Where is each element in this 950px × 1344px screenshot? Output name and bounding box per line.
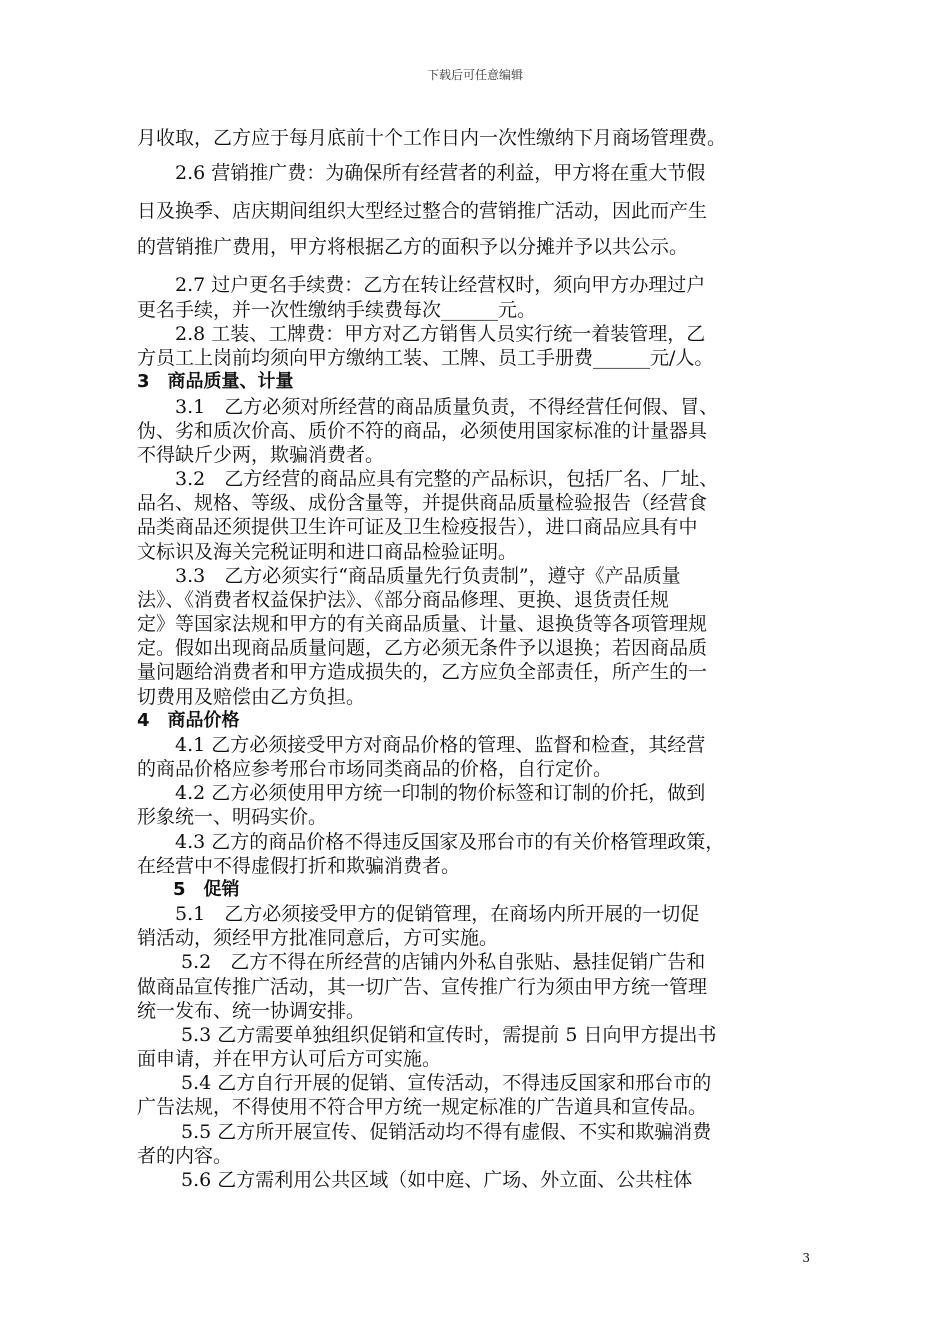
text-line: 2.6 营销推广费：为确保所有经营者的利益，甲方将在重大节假 xyxy=(137,162,706,184)
text-line: 月收取，乙方应于每月底前十个工作日内一次性缴纳下月商场管理费。 xyxy=(137,127,727,149)
text-line: 3.1 乙方必须对所经营的商品质量负责，不得经营任何假、冒、 xyxy=(137,396,719,418)
text-line: 切费用及赔偿由乙方负担。 xyxy=(137,686,366,708)
text-line: 做商品宣传推广活动，其一切广告、宣传推广行为须由甲方统一管理 xyxy=(137,976,708,998)
text-line: 日及换季、店庆期间组织大型经过整合的营销推广活动，因此而产生 xyxy=(137,200,708,222)
text-line: 面申请，并在甲方认可后方可实施。 xyxy=(137,1048,442,1070)
section-heading: 3 商品质量、计量 xyxy=(137,371,294,392)
text-line: 品类商品还须提供卫生许可证及卫生检疫报告），进口商品应具有中 xyxy=(137,516,698,538)
section-heading: 4 商品价格 xyxy=(137,710,240,731)
text-line: 统一发布、统一协调安排。 xyxy=(137,1000,366,1022)
text-line: 者的内容。 xyxy=(137,1145,233,1167)
text-line: 4.2 乙方必须使用甲方统一印制的物价标签和订制的价托，做到 xyxy=(137,782,706,804)
section-heading: 5 促销 xyxy=(137,879,240,900)
text-line: 定。假如出现商品质量问题，乙方必须无条件予以退换；若因商品质 xyxy=(137,637,708,659)
text-line: 文标识及海关完税证明和进口商品检验证明。 xyxy=(137,541,518,563)
text-line: 4.3 乙方的商品价格不得违反国家及邢台市的有关价格管理政策， xyxy=(137,831,725,853)
text-line: 在经营中不得虚假打折和欺骗消费者。 xyxy=(137,855,461,877)
text-line: 5.6 乙方需利用公共区域（如中庭、广场、外立面、公共柱体 xyxy=(137,1169,693,1191)
text-line: 方员工上岗前均须向甲方缴纳工装、工牌、员工手册费______元/人。 xyxy=(137,347,714,369)
text-line: 法》、《消费者权益保护法》、《部分商品修理、更换、退货责任规 xyxy=(137,589,670,611)
page-number: 3 xyxy=(802,1251,810,1265)
text-line: 更名手续，并一次性缴纳手续费每次______元。 xyxy=(137,299,537,321)
text-line: 伪、劣和质次价高、质价不符的商品，必须使用国家标准的计量器具 xyxy=(137,420,708,442)
text-line: 的营销推广费用，甲方将根据乙方的面积予以分摊并予以共公示。 xyxy=(137,236,689,258)
text-line: 5.4 乙方自行开展的促销、宣传活动，不得违反国家和邢台市的 xyxy=(137,1072,712,1094)
text-line: 的商品价格应参考邢台市场同类商品的价格，自行定价。 xyxy=(137,758,613,780)
text-line: 5.3 乙方需要单独组织促销和宣传时，需提前 5 日向甲方提出书 xyxy=(137,1024,717,1046)
text-line: 销活动，须经甲方批准同意后，方可实施。 xyxy=(137,927,499,949)
text-line: 量问题给消费者和甲方造成损失的，乙方应负全部责任，所产生的一 xyxy=(137,661,708,683)
text-line: 3.3 乙方必须实行“商品质量先行负责制”，遵守《产品质量 xyxy=(137,565,681,587)
text-line: 定》等国家法规和甲方的有关商品质量、计量、退换货等各项管理规 xyxy=(137,613,708,635)
text-line: 5.1 乙方必须接受甲方的促销管理，在商场内所开展的一切促 xyxy=(137,903,700,925)
text-line: 5.2 乙方不得在所经营的店铺内外私自张贴、悬挂促销广告和 xyxy=(137,951,706,973)
text-line: 形象统一、明码实价。 xyxy=(137,806,328,828)
text-line: 品名、规格、等级、成份含量等，并提供商品质量检验报告（经营食 xyxy=(137,492,708,514)
text-line: 广告法规，不得使用不符合甲方统一规定标准的广告道具和宣传品。 xyxy=(137,1096,708,1118)
page-header: 下载后可任意编辑 xyxy=(426,68,523,82)
text-line: 4.1 乙方必须接受甲方对商品价格的管理、监督和检查，其经营 xyxy=(137,734,706,756)
text-line: 5.5 乙方所开展宣传、促销活动均不得有虚假、不实和欺骗消费 xyxy=(137,1121,712,1143)
text-line: 2.8 工装、工牌费：甲方对乙方销售人员实行统一着装管理，乙 xyxy=(137,323,706,345)
text-line: 不得缺斤少两，欺骗消费者。 xyxy=(137,444,385,466)
text-line: 2.7 过户更名手续费：乙方在转让经营权时，须向甲方办理过户 xyxy=(137,274,706,296)
text-line: 3.2 乙方经营的商品应具有完整的产品标识，包括厂名、厂址、 xyxy=(137,468,719,490)
